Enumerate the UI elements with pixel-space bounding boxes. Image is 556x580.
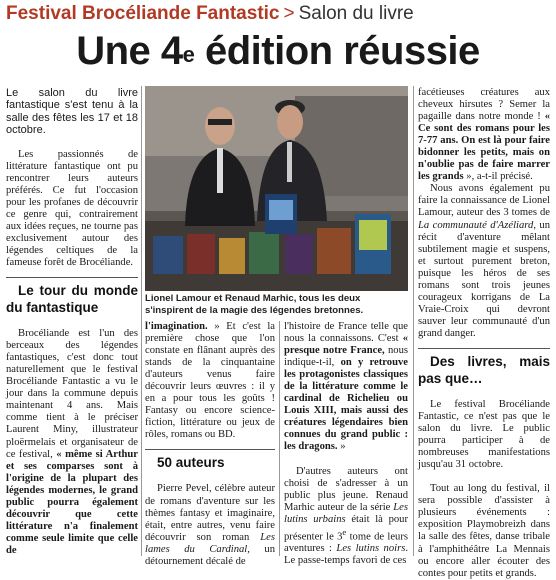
- headline-start: Une 4: [76, 29, 183, 73]
- quote-text: on y retrouve les protagonistes classiques de la littérature comme le cardinal de Richelieu ou Louis XIII, mais aussi des créatures légendaires bien connues du grand public : les dragons.: [284, 357, 408, 453]
- body-paragraph: [145, 483, 275, 567]
- festival-name: Festival Brocéliande Fantastic: [6, 3, 280, 24]
- section-name: Salon du livre: [298, 3, 414, 24]
- body-text: »: [337, 441, 346, 453]
- body-text: était là pour présenter le 3: [284, 513, 408, 543]
- headline-superscript: e: [182, 42, 195, 67]
- intro-paragraph: Les passionnés de littérature fantastique ont pu rencontrer leurs auteurs préférés. Ce fut l'occasion pour les profanes de découvrir ce genre qui, contrairement aux idées reçues, ne tourne pas exclusivement autour des légendes celtiques de la fameuse forêt de Brocéliande.: [6, 148, 138, 269]
- body-text: , un détournement décalé de: [145, 543, 275, 567]
- section-kicker: [6, 2, 551, 26]
- body-paragraph: [284, 321, 408, 454]
- column-4: [418, 87, 550, 580]
- book-title: La communauté d'Azéliard: [418, 219, 534, 231]
- photo-caption: Lionel Lamour et Renaud Marhic, tous les deux s'inspirent de la magie des légendes bretonnes.: [145, 293, 364, 316]
- body-text: » Et c'est la première chose que l'on constate en flânant auprès des stands de la cinquantaine d'auteurs venus faire découvrir leurs œuvres : il y en a pour tous les goûts ! Fantasy ou encore science-fiction, littérature ou jeux de rôles, romans ou BD.: [145, 321, 275, 441]
- body-text: D'autres auteurs ont choisi de s'adresser à un public plus jeune. Renaud Marhic auteur de la série: [284, 465, 408, 513]
- body-paragraph: Tout au long du festival, il sera possible d'assister à plusieurs événements : exposition Playmobreizh dans la salle des fêtes, danse tribale à l'amphithéâtre La Mennais ou encore aller écouter des contes pour petits et grands.: [418, 483, 550, 579]
- quote-text: « presque notre France,: [284, 333, 408, 357]
- body-text: , un récit d'aventure mêlant subtilement magie et suspens, et surtout purement breton, puisque les héros de ses romans sont trois jeunes courageux korrigans de La Vraie-Croix qui devront sauver leur communauté d'un grand danger.: [418, 219, 551, 339]
- body-text: tome de leurs aventures :: [284, 531, 408, 555]
- column-divider: [279, 321, 280, 556]
- subhead-tour-du-monde: Le tour du monde du fantastique: [6, 283, 138, 316]
- kicker-separator: >: [283, 3, 295, 24]
- subhead-50-auteurs: 50 auteurs: [157, 455, 225, 471]
- body-paragraph: Le festival Brocéliande Fantastic, ce n'est pas que le salon du livre. Le public pourra participer à de nombreuses manifestations jusqu'au 31 octobre.: [418, 398, 550, 471]
- lead-paragraph: Le salon du livre fantastique s'est tenu à la salle des fêtes les 17 et 18 octobre.: [6, 87, 138, 137]
- column-2: [145, 321, 275, 568]
- body-text: Brocéliande est l'un des berceaux des légendes fantastiques, c'est donc tout naturellement que le festival Brocéliande Fantastic a vu le jour dans la commune depuis maintenant 4 ans. Mais comme tient à le préciser Laurent Miny, illustrateur ploërmelais et organisateur de ce festival,: [6, 328, 138, 460]
- column-3: [284, 321, 408, 567]
- body-paragraph: [6, 328, 138, 557]
- column-divider: [141, 86, 142, 556]
- body-text: Pierre Pevel, célèbre auteur de romans d'aventure sur les thèmes fantasy et imaginaire, était, entre autres, venu faire découvrir son roman: [145, 483, 275, 543]
- body-paragraph: [284, 466, 408, 568]
- book-title: Les lutins noirs: [336, 543, 406, 555]
- body-text: Nous avons également pu faire la connaissance de Lionel Lamour, auteur des 3 tomes de: [418, 183, 550, 219]
- column-divider: [413, 86, 414, 556]
- headline-end: édition réussie: [194, 29, 480, 73]
- body-text: . Le passe-temps favori de ces: [284, 543, 408, 567]
- body-text: l'histoire de France telle que nous la connaissons. C'est: [284, 321, 408, 345]
- subhead-rule: [418, 348, 550, 349]
- body-paragraph: [418, 87, 550, 183]
- ordinal-superscript: e: [342, 526, 347, 537]
- body-text: facétieuses créatures aux cheveux hirsutes ? Semer la pagaille dans notre monde !: [418, 87, 550, 123]
- series-title: Les lutins urbains: [284, 501, 408, 525]
- subhead-rule: [145, 449, 275, 450]
- subhead-des-livres: Des livres, mais pas que…: [418, 353, 550, 386]
- book-title: Les lames du Cardinal: [145, 531, 275, 555]
- body-text: », a-t-il précisé.: [463, 171, 533, 183]
- article-headline: [0, 26, 556, 76]
- body-text: nous indique-t-il,: [284, 345, 408, 369]
- quote-text: « même si Arthur et ses comparses sont à l'origine de la plupart des légendes modernes, le grand public pourra également découvrir que cette littérature n'a finalement comme seule limite que celle de: [6, 448, 138, 556]
- subhead-rule: [6, 277, 138, 278]
- body-paragraph: [418, 183, 550, 340]
- body-paragraph: [145, 321, 275, 441]
- photo-illustration: [145, 86, 408, 291]
- quote-text: « Ce sont des romans pour les 7-77 ans. On est là pour faire bidonner les petits, mais on n'oublie pas de faire marrer les grands: [418, 111, 551, 183]
- column-1: [6, 87, 138, 557]
- article-photo: [145, 86, 408, 291]
- quote-text: l'imagination.: [145, 321, 208, 332]
